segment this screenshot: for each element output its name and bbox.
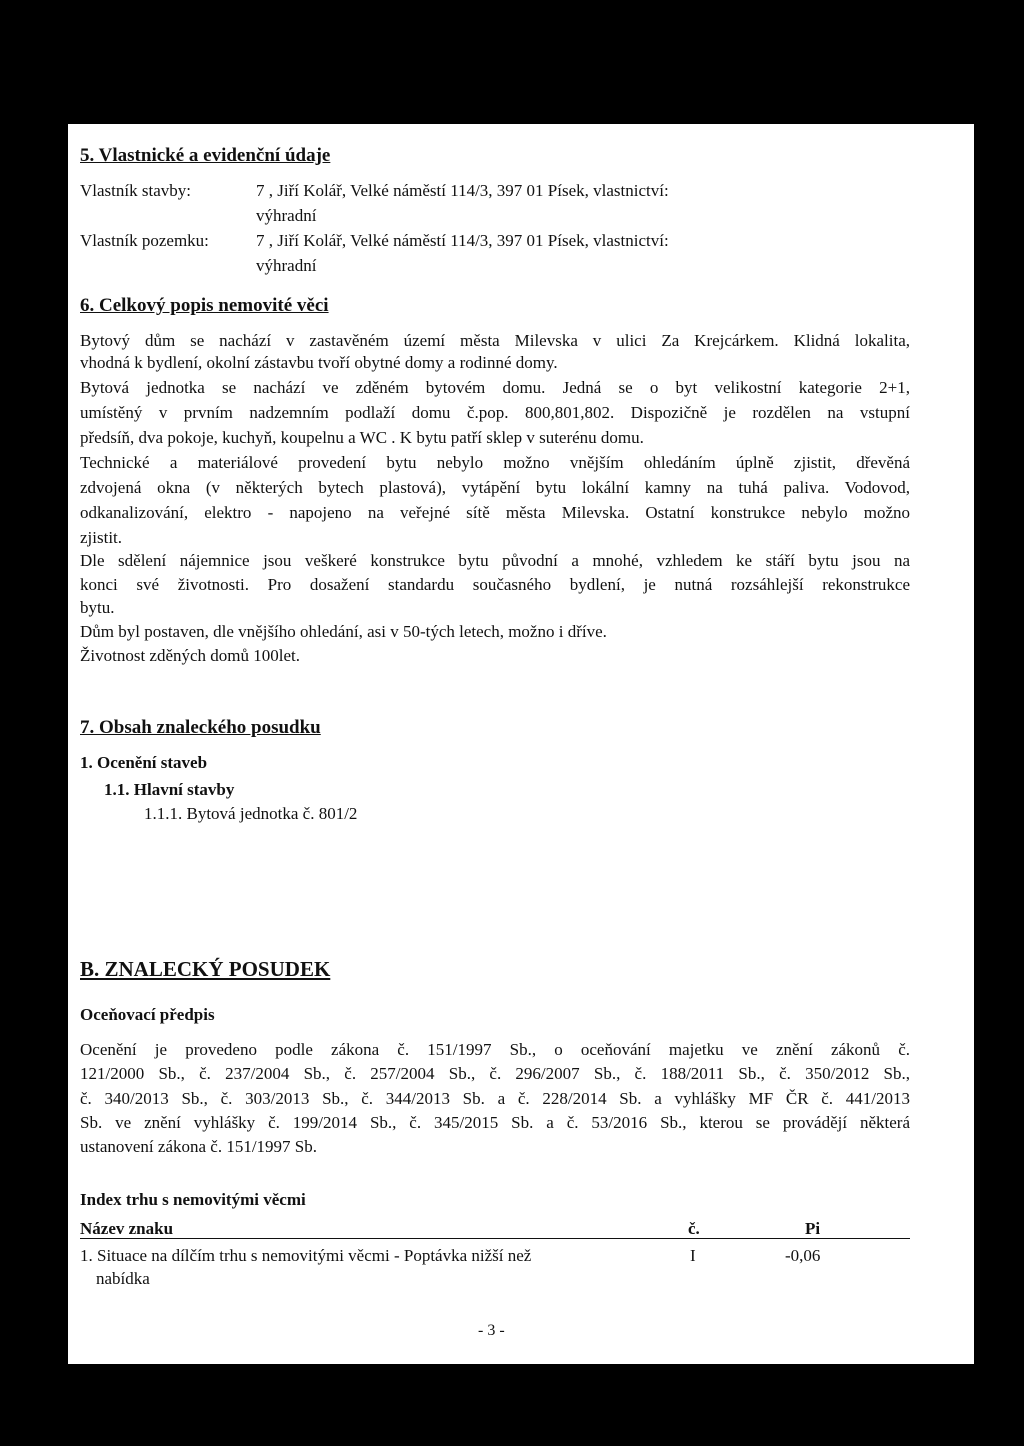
description-line-11: konci své životnosti. Pro dosažení standardu současného bydlení, je nutná rozsáhlejší rekonstrukce xyxy=(80,575,910,594)
valuation-line-3: č. 340/2013 Sb., č. 303/2013 Sb., č. 344/2013 Sb. a č. 228/2014 Sb. a vyhlášky MF ČR č. 441/2013 xyxy=(80,1089,910,1108)
section6-heading: 6. Celkový popis nemovité věci xyxy=(80,295,329,316)
table-row1-p: -0,06 xyxy=(785,1246,821,1265)
owner-land-value-line1: 7 , Jiří Kolář, Velké náměstí 114/3, 397 01 Písek, vlastnictví: xyxy=(256,231,669,250)
description-line-12: bytu. xyxy=(80,598,115,617)
section5-heading: 5. Vlastnické a evidenční údaje xyxy=(80,145,331,166)
valuation-line-2: 121/2000 Sb., č. 237/2004 Sb., č. 257/2004 Sb., č. 296/2007 Sb., č. 188/2011 Sb., č. 350/2012 Sb., xyxy=(80,1064,910,1083)
description-line-9: zjistit. xyxy=(80,528,123,547)
table-header-number: č. xyxy=(688,1219,700,1238)
description-line-7: zdvojená okna (v některých bytech plastová), vytápění bytu lokální kamny na tuhá paliva. Vodovod, xyxy=(80,478,910,497)
owner-building-value-line2: výhradní xyxy=(256,206,317,225)
contents-item-1-1-1: 1.1.1. Bytová jednotka č. 801/2 xyxy=(144,804,358,823)
contents-item-1: 1. Ocenění staveb xyxy=(80,753,208,772)
owner-land-label: Vlastník pozemku: xyxy=(80,231,209,250)
table-row1-number: I xyxy=(690,1246,696,1265)
description-line-10: Dle sdělení nájemnice jsou veškeré konstrukce bytu původní a mnohé, vzhledem ke stáří bytu jsou na xyxy=(80,551,910,570)
scan-border-right xyxy=(974,0,1024,1446)
description-line-6: Technické a materiálové provedení bytu nebylo možno vnějším ohledáním úplně zjistit, dřevěná xyxy=(80,453,910,472)
description-line-13: Dům byl postaven, dle vnějšího ohledání, asi v 50-tých letech, možno i dříve. xyxy=(80,622,607,641)
description-line-3: Bytová jednotka se nachází ve zděném bytovém domu. Jedná se o byt velikostní kategorie 2+1, xyxy=(80,378,910,397)
valuation-line-5: ustanovení zákona č. 151/1997 Sb. xyxy=(80,1137,318,1156)
description-line-5: předsíň, dva pokoje, kuchyň, koupelnu a WC . K bytu patří sklep v suterénu domu. xyxy=(80,428,644,447)
description-line-14: Životnost zděných domů 100let. xyxy=(80,646,301,665)
contents-item-1-1: 1.1. Hlavní stavby xyxy=(104,780,235,799)
table-row1-name-line1: 1. Situace na dílčím trhu s nemovitými věcmi - Poptávka nižší než xyxy=(80,1246,532,1265)
owner-building-label: Vlastník stavby: xyxy=(80,181,191,200)
table-header-name: Název znaku xyxy=(80,1219,174,1238)
valuation-line-4: Sb. ve znění vyhlášky č. 199/2014 Sb., č. 345/2015 Sb. a č. 53/2016 Sb., kterou se provádějí některá xyxy=(80,1113,910,1132)
table-header-rule xyxy=(80,1238,910,1239)
scan-border-bottom xyxy=(0,1364,1024,1446)
description-line-8: odkanalizování, elektro - napojeno na veřejné sítě města Milevska. Ostatní konstrukce nebylo možno xyxy=(80,503,910,522)
valuation-line-1: Ocenění je provedeno podle zákona č. 151/1997 Sb., o oceňování majetku ve znění zákonů č. xyxy=(80,1040,910,1059)
owner-land-value-line2: výhradní xyxy=(256,256,317,275)
owner-building-value-line1: 7 , Jiří Kolář, Velké náměstí 114/3, 397 01 Písek, vlastnictví: xyxy=(256,181,669,200)
market-index-title: Index trhu s nemovitými věcmi xyxy=(80,1190,306,1209)
section7-heading: 7. Obsah znaleckého posudku xyxy=(80,717,321,738)
table-row1-name-line2: nabídka xyxy=(96,1269,150,1288)
description-line-2: vhodná k bydlení, okolní zástavbu tvoří obytné domy a rodinné domy. xyxy=(80,353,558,372)
scan-border-top xyxy=(0,0,1024,124)
page-number: - 3 - xyxy=(478,1322,505,1339)
description-line-4: umístěný v prvním nadzemním podlaží domu č.pop. 800,801,802. Dispozičně je rozdělen na vstupní xyxy=(80,403,910,422)
sectionB-heading: B. ZNALECKÝ POSUDEK xyxy=(80,957,331,981)
scan-border-left xyxy=(0,0,68,1446)
valuation-title: Oceňovací předpis xyxy=(80,1005,215,1024)
table-header-p: Pi xyxy=(805,1219,821,1238)
description-line-1: Bytový dům se nachází v zastavěném území města Milevska v ulici Za Krejcárkem. Klidná lokalita, xyxy=(80,331,910,350)
